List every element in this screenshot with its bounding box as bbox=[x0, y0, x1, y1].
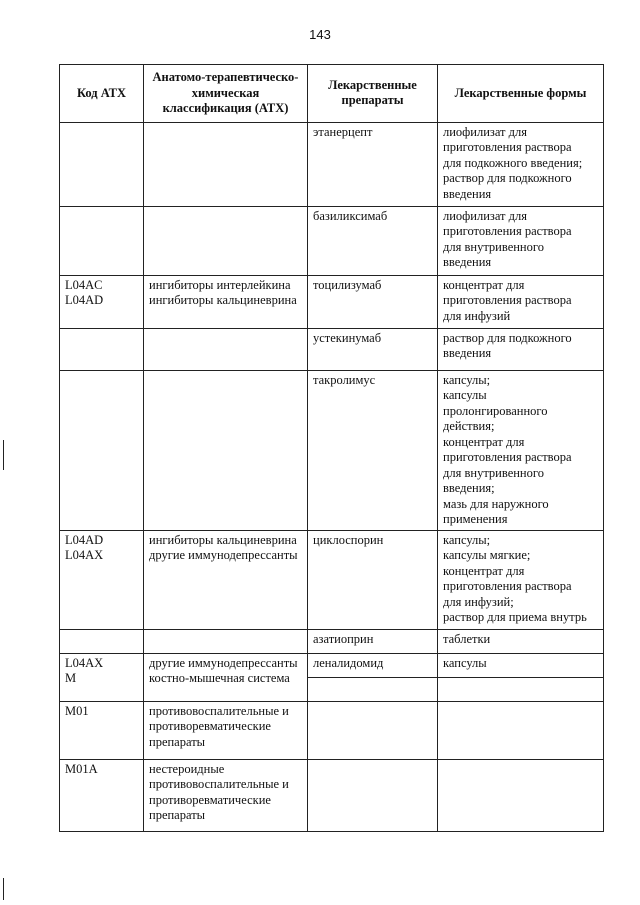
atc-code-cell bbox=[60, 370, 144, 530]
table-row bbox=[60, 206, 604, 275]
drug-cell bbox=[308, 759, 438, 831]
forms-cell: концентрат для приготовления раствора для инфузий bbox=[438, 275, 604, 328]
table-row bbox=[60, 759, 604, 831]
table-row bbox=[60, 701, 604, 759]
table-row bbox=[60, 275, 604, 328]
table-row bbox=[60, 370, 604, 530]
forms-cell: капсулы; капсулы мягкие; концентрат для приготовления раствора для инфузий; раствор для приема внутрь bbox=[438, 530, 604, 629]
atc-class-cell bbox=[144, 122, 308, 206]
atc-code-cell: M01 bbox=[60, 701, 144, 759]
table-row bbox=[60, 122, 604, 206]
drug-cell: устекинумаб bbox=[308, 328, 438, 370]
forms-cell: лиофилизат для приготовления раствора для внутривенного введения bbox=[438, 206, 604, 275]
page-number: 143 bbox=[309, 27, 331, 42]
table-header-row bbox=[60, 65, 604, 123]
header-classification: Анатомо-терапевтическо- химическая классификация (АТХ) bbox=[144, 65, 308, 123]
table-row bbox=[60, 629, 604, 653]
atc-code-cell bbox=[60, 122, 144, 206]
drug-cell: леналидомид bbox=[308, 653, 438, 677]
atc-class-cell bbox=[144, 206, 308, 275]
table-row bbox=[60, 653, 604, 677]
table-row bbox=[60, 328, 604, 370]
table-row bbox=[60, 530, 604, 629]
drug-cell: такролимус bbox=[308, 370, 438, 530]
header-drugs: Лекарственные препараты bbox=[308, 65, 438, 123]
drug-cell: базиликсимаб bbox=[308, 206, 438, 275]
drug-cell: азатиоприн bbox=[308, 629, 438, 653]
drug-cell: тоцилизумаб bbox=[308, 275, 438, 328]
forms-cell: капсулы; капсулы пролонгированного действия; концентрат для приготовления раствора для внутривенного введения; мазь для наружного применения bbox=[438, 370, 604, 530]
atc-class-cell: ингибиторы интерлейкина ингибиторы кальциневрина bbox=[144, 275, 308, 328]
atc-code-cell: L04AC L04AD bbox=[60, 275, 144, 328]
atc-code-cell bbox=[60, 629, 144, 653]
atc-code-cell: L04AX M bbox=[60, 653, 144, 701]
atc-class-cell: ингибиторы кальциневрина другие иммунодепрессанты bbox=[144, 530, 308, 629]
atc-class-cell: другие иммунодепрессанты костно-мышечная система bbox=[144, 653, 308, 701]
forms-cell bbox=[438, 677, 604, 701]
forms-cell: лиофилизат для приготовления раствора для подкожного введения; раствор для подкожного введения bbox=[438, 122, 604, 206]
atc-class-cell bbox=[144, 629, 308, 653]
forms-cell bbox=[438, 759, 604, 831]
forms-cell: капсулы bbox=[438, 653, 604, 677]
drug-cell bbox=[308, 677, 438, 701]
atc-code-cell: L04AD L04AX bbox=[60, 530, 144, 629]
header-forms: Лекарственные формы bbox=[438, 65, 604, 123]
drug-cell bbox=[308, 701, 438, 759]
drug-cell: циклоспорин bbox=[308, 530, 438, 629]
atc-class-cell: противовоспалительные и противоревматические препараты bbox=[144, 701, 308, 759]
forms-cell: таблетки bbox=[438, 629, 604, 653]
margin-mark bbox=[3, 878, 4, 900]
drug-cell: этанерцепт bbox=[308, 122, 438, 206]
atc-table bbox=[59, 64, 604, 832]
atc-code-cell bbox=[60, 206, 144, 275]
atc-class-cell: нестероидные противовоспалительные и противоревматические препараты bbox=[144, 759, 308, 831]
atc-class-cell bbox=[144, 370, 308, 530]
header-code: Код АТХ bbox=[60, 65, 144, 123]
atc-class-cell bbox=[144, 328, 308, 370]
forms-cell bbox=[438, 701, 604, 759]
margin-mark bbox=[3, 440, 4, 470]
forms-cell: раствор для подкожного введения bbox=[438, 328, 604, 370]
atc-code-cell bbox=[60, 328, 144, 370]
atc-code-cell: M01A bbox=[60, 759, 144, 831]
